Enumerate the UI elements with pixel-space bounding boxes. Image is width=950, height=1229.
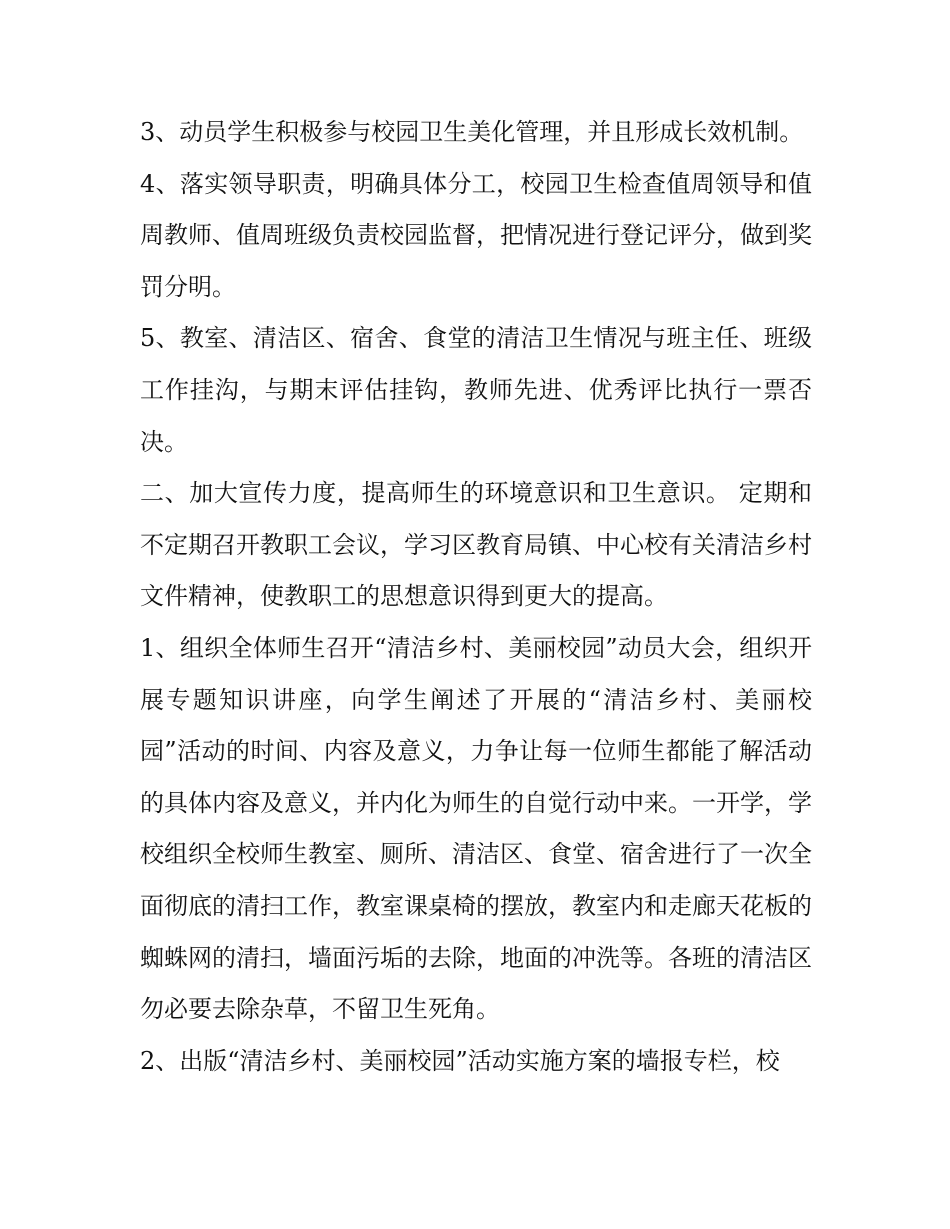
paragraph-item-5: 5、教室、清洁区、宿舍、食堂的清洁卫生情况与班主任、班级工作挂沟，与期末评估挂钩，教师先进、优秀评比执行一票否决。 (140, 324, 812, 456)
paragraph-item-4: 4、落实领导职责，明确具体分工，校园卫生检查值周领导和值周教师、值周班级负责校园监督，把情况进行登记评分，做到奖罚分明。 (140, 169, 812, 301)
paragraph-item-3: 3、动员学生积极参与校园卫生美化管理，并且形成长效机制。 (140, 118, 804, 146)
paragraph-item-1: 1、组织全体师生召开“清洁乡村、美丽校园”动员大会，组织开展专题知识讲座，向学生阐述了开展的“清洁乡村、美丽校园”活动的时间、内容及意义，力争让每一位师生都能了解活动的具体内容及意义，并内化为师生的自觉行动中来。一开学，学校组织全校师生教室、厕所、清洁区、食堂、宿舍进行了一次全面彻底的清扫工作，教室课桌椅的摆放，教室内和走廊天花板的蜘蛛网的清扫，墙面污垢的去除，地面的冲洗等。各班的清洁区勿必要去除杂草，不留卫生死角。 (140, 633, 812, 1024)
paragraph-item-2: 2、出版“清洁乡村、美丽校园”活动实施方案的墙报专栏，校 (140, 1046, 780, 1075)
section-heading-2: 二、加大宣传力度，提高师生的环境意识和卫生意识。 定期和不定期召开教职工会议，学习区教育局镇、中心校有关清洁乡村文件精神，使教职工的思想意识得到更大的提高。 (140, 479, 812, 611)
document-body (140, 107, 812, 1087)
